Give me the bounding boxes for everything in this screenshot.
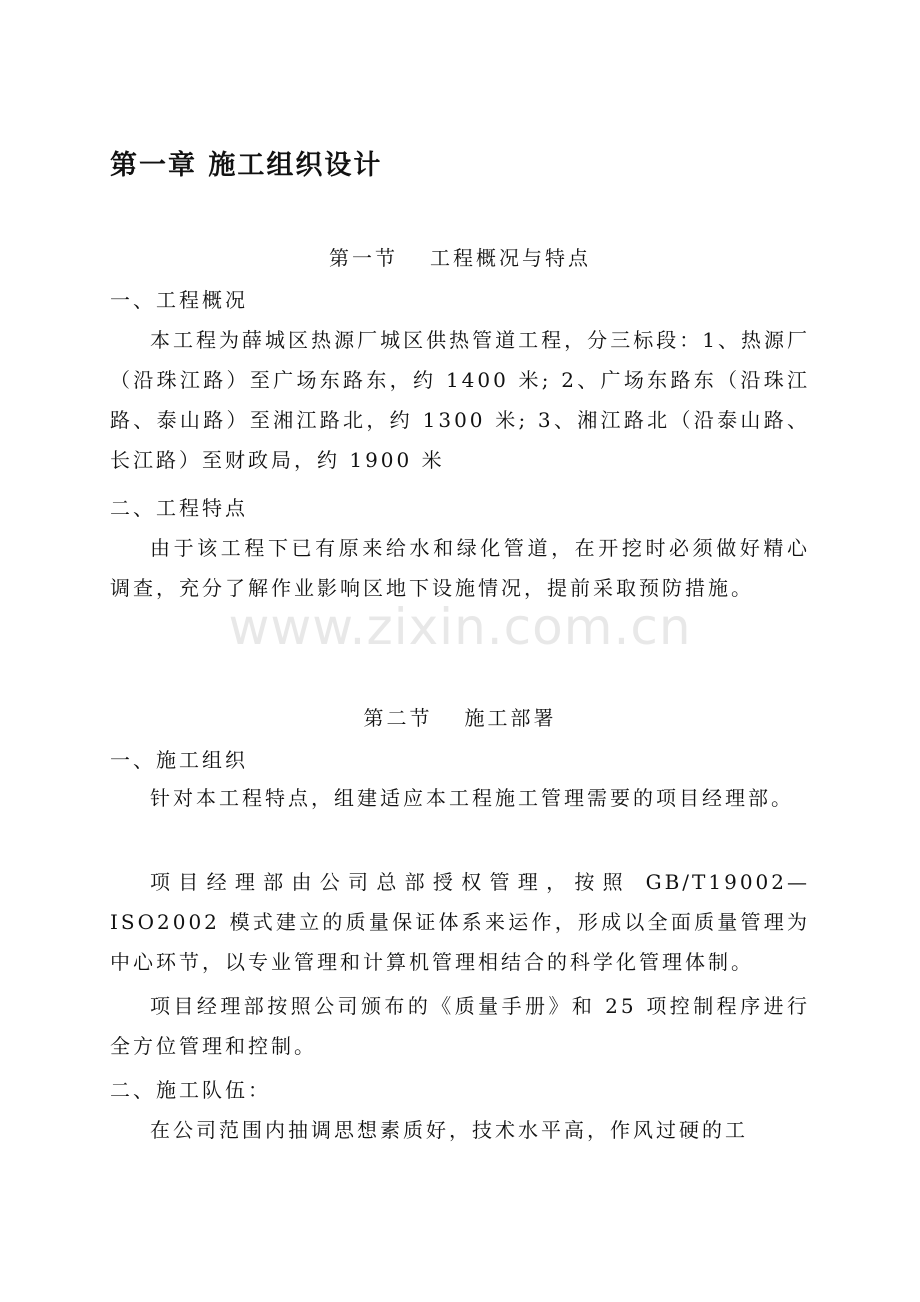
watermark: www.zixin.com.cn [228,598,692,656]
paragraph: 项目经理部按照公司颁布的《质量手册》和 25 项控制程序进行全方位管理和控制。 [110,994,810,1058]
section-title-text: 施工部署 [464,706,557,730]
section-title [0,242,920,271]
paragraph: 项目经理部由公司总部授权管理，按照 GB/T19002—ISO2002 模式建立的质量保证体系来运作，形成以全面质量管理为中心环节，以专业管理和计算机管理相结合的科学化管理体制。 [110,870,810,974]
section-number: 第一节 [329,246,398,270]
section-title [0,702,920,731]
paragraph: 针对本工程特点，组建适应本工程施工管理需要的项目经理部。 [150,786,794,810]
subsection-heading: 一、工程概况 [110,288,248,312]
paragraph: 本工程为薛城区热源厂城区供热管道工程，分三标段：1、热源厂（沿珠江路）至广场东路东，约 1400 米; 2、广场东路东（沿珠江路、泰山路）至湘江路北，约 1300 米; 3、湘江路北（沿泰山路、长江路）至财政局，约 1900 米 [110,328,810,472]
section-title-text: 工程概况与特点 [430,246,591,270]
subsection-heading: 二、工程特点 [110,496,248,520]
paragraph: 由于该工程下已有原来给水和绿化管道，在开挖时必须做好精心调查，充分了解作业影响区地下设施情况，提前采取预防措施。 [110,536,810,600]
subsection-heading: 一、施工组织 [110,748,248,772]
paragraph: 在公司范围内抽调思想素质好，技术水平高，作风过硬的工 [150,1118,748,1142]
chapter-title: 第一章 施工组织设计 [110,150,383,181]
subsection-heading: 二、施工队伍： [110,1078,271,1102]
section-number: 第二节 [363,706,433,730]
